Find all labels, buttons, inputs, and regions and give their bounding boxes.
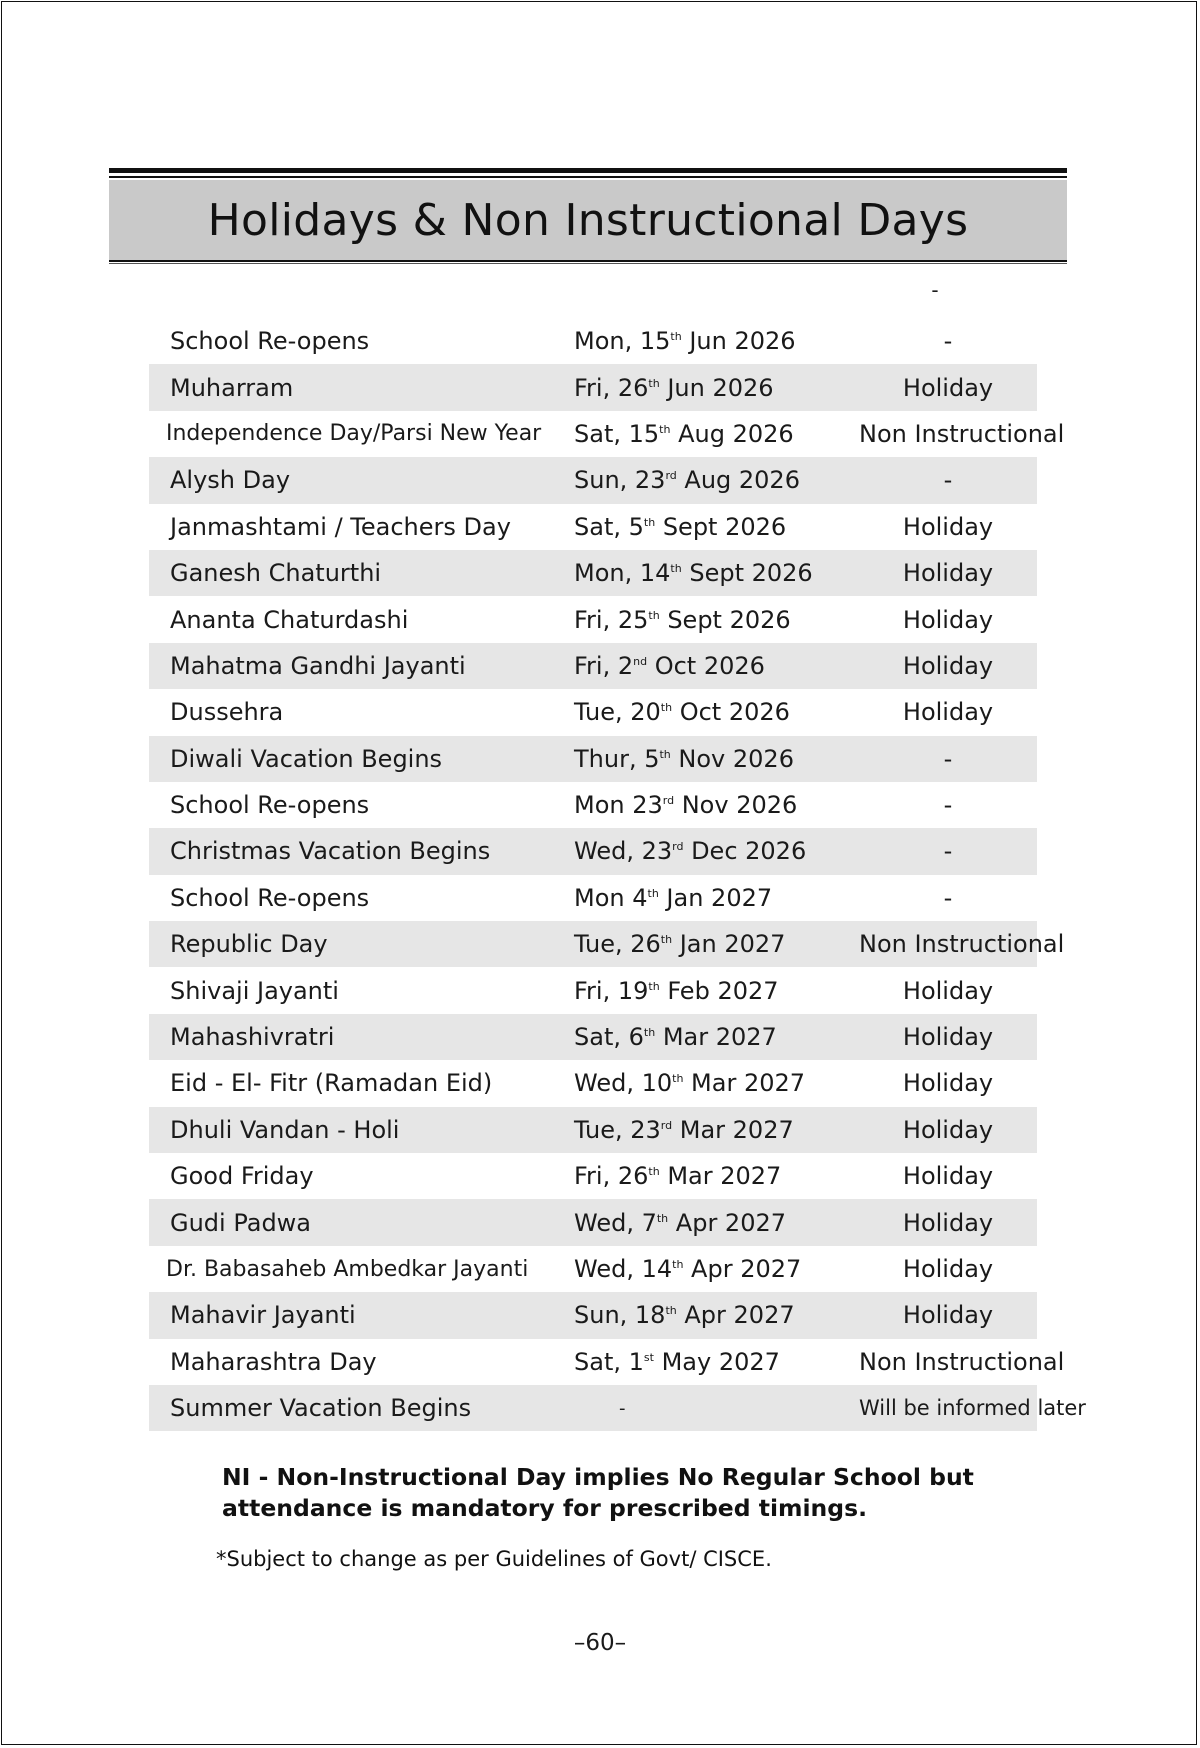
date-day: Fri, 2 <box>574 651 634 680</box>
date-ordinal-suffix: th <box>670 562 682 576</box>
date-month-year: Oct 2026 <box>672 698 790 727</box>
event-name: Alysh Day <box>170 466 291 495</box>
event-date <box>569 466 859 494</box>
table-row <box>149 1246 1037 1292</box>
date-month-year: Sept 2026 <box>655 512 787 541</box>
page-number: –60– <box>573 1630 627 1656</box>
event-date <box>569 1348 859 1376</box>
event-date <box>569 791 859 819</box>
date-day: Wed, 23 <box>574 837 673 866</box>
table-row <box>149 457 1037 503</box>
day-type: Holiday <box>902 698 994 727</box>
event-date <box>569 559 859 587</box>
table-row <box>149 1199 1037 1245</box>
date-month-year: Mar 2027 <box>672 1115 794 1144</box>
day-type: - <box>943 791 953 820</box>
event-name: Janmashtami / Teachers Day <box>170 512 511 541</box>
event-date <box>569 1397 859 1419</box>
date-month-year: Mar 2027 <box>659 1162 782 1191</box>
date-ordinal-suffix: th <box>643 1026 656 1040</box>
table-row <box>149 1060 1037 1106</box>
event-name: School Re-opens <box>170 883 370 912</box>
date-month-year: Nov 2026 <box>674 791 798 820</box>
table-row <box>149 411 1065 457</box>
day-type: Holiday <box>902 1115 994 1144</box>
date-ordinal-suffix: th <box>647 886 659 900</box>
table-row <box>149 1385 1086 1431</box>
date-ordinal-suffix: th <box>660 933 673 947</box>
event-name: Mahavir Jayanti <box>170 1301 356 1330</box>
table-row <box>149 1339 1065 1385</box>
date-ordinal-suffix: rd <box>660 1118 673 1132</box>
date-ordinal-suffix: st <box>643 1350 654 1364</box>
event-name: Dussehra <box>170 698 284 727</box>
date-month-year: Jun 2026 <box>659 373 774 402</box>
table-row <box>149 782 1037 828</box>
header-band <box>109 180 1067 260</box>
event-name: Mahashivratri <box>170 1023 335 1052</box>
event-date <box>569 977 859 1005</box>
ni-note-line-1: NI - Non-Instructional Day implies No Regular School but <box>222 1463 974 1491</box>
table-row <box>149 504 1037 550</box>
event-date <box>569 1162 859 1190</box>
event-date <box>569 745 859 773</box>
date-ordinal-suffix: th <box>660 701 673 715</box>
date-month-year: Mar 2027 <box>655 1023 777 1052</box>
day-type: Non Instructional <box>859 1347 1065 1376</box>
event-date <box>569 1069 859 1097</box>
day-type: Holiday <box>902 651 994 680</box>
date-day: Tue, 26 <box>574 930 661 959</box>
event-name: Ganesh Chaturthi <box>170 559 382 588</box>
date-day: Tue, 20 <box>574 698 661 727</box>
table-row <box>149 828 1037 874</box>
date-month-year: Aug 2026 <box>670 419 794 448</box>
date-ordinal-suffix: th <box>648 608 660 622</box>
event-date <box>569 1116 859 1144</box>
event-name: Muharram <box>170 373 294 402</box>
date-day: Sat, 5 <box>574 512 644 541</box>
date-ordinal-suffix: th <box>648 979 660 993</box>
date-ordinal-suffix: th <box>659 422 671 436</box>
date-month-year: Apr 2027 <box>668 1208 787 1237</box>
day-type: Holiday <box>902 512 994 541</box>
date-ordinal-suffix: th <box>659 747 671 761</box>
date-day: Mon 4 <box>574 883 648 912</box>
lead-dash: - <box>931 278 939 302</box>
day-type: Non Instructional <box>859 930 1065 959</box>
date-month-year: Apr 2027 <box>683 1255 802 1283</box>
date-day: Fri, 26 <box>574 1162 649 1191</box>
event-name: Good Friday <box>170 1162 314 1191</box>
date-ordinal-suffix: th <box>670 330 682 344</box>
event-date <box>569 374 859 402</box>
date-month-year: Oct 2026 <box>647 651 765 680</box>
ni-note <box>222 1462 1002 1524</box>
date-day: Mon, 14 <box>574 559 671 588</box>
event-name: Gudi Padwa <box>170 1208 312 1237</box>
page-title: Holidays & Non Instructional Days <box>207 194 969 246</box>
date-ordinal-suffix: th <box>672 1072 684 1086</box>
event-date <box>569 1255 859 1283</box>
holiday-table <box>149 318 1086 1431</box>
day-type: Non Instructional <box>859 419 1065 448</box>
event-date <box>569 420 859 448</box>
date-day: Sun, 23 <box>574 466 666 495</box>
date-month-year: Sept 2026 <box>681 559 813 588</box>
event-name: Dr. Babasaheb Ambedkar Jayanti <box>166 1256 529 1282</box>
date-month-year: Apr 2027 <box>676 1301 795 1330</box>
event-date <box>569 930 859 958</box>
table-row <box>149 967 1037 1013</box>
event-date <box>569 884 859 912</box>
event-date <box>569 1209 859 1237</box>
day-type: - <box>943 883 953 912</box>
date-day: Sat, 1 <box>574 1347 644 1376</box>
date-month-year: May 2027 <box>653 1347 780 1376</box>
table-row <box>149 550 1037 596</box>
event-date <box>569 513 859 541</box>
date-ordinal-suffix: rd <box>662 794 675 808</box>
event-name: Christmas Vacation Begins <box>170 837 491 866</box>
date-day: Wed, 14 <box>574 1255 673 1283</box>
event-name: Maharashtra Day <box>170 1347 377 1376</box>
day-type: Holiday <box>902 605 994 634</box>
header-rule-top <box>109 168 1067 173</box>
date-day: Sat, 6 <box>574 1023 644 1052</box>
date-day: Fri, 26 <box>574 373 649 402</box>
event-date <box>569 652 859 680</box>
event-date <box>569 1023 859 1051</box>
event-date <box>569 1301 859 1329</box>
date-day: Fri, 19 <box>574 976 649 1005</box>
date-month-year: Nov 2026 <box>670 744 794 773</box>
subject-to-change-note: *Subject to change as per Guidelines of Govt/ CISCE. <box>216 1547 772 1571</box>
event-date <box>569 606 859 634</box>
date-month-year: Feb 2027 <box>659 976 779 1005</box>
table-row <box>149 689 1037 735</box>
date-month-year: Jan 2027 <box>672 930 786 959</box>
day-type: Holiday <box>902 976 994 1005</box>
day-type: - <box>943 327 953 356</box>
day-type: - <box>943 837 953 866</box>
day-type: Holiday <box>902 1255 994 1283</box>
date-day: Wed, 10 <box>574 1069 673 1098</box>
day-type: Holiday <box>902 1301 994 1330</box>
day-type: Holiday <box>902 559 994 588</box>
day-type: Holiday <box>902 373 994 402</box>
table-row <box>149 1107 1037 1153</box>
table-row <box>149 596 1037 642</box>
table-row <box>149 318 1037 364</box>
day-type: Holiday <box>902 1023 994 1052</box>
day-type: - <box>943 744 953 773</box>
event-name: Diwali Vacation Begins <box>170 744 443 773</box>
table-row <box>149 364 1037 410</box>
date-ordinal-suffix: rd <box>672 840 684 854</box>
event-name: Independence Day/Parsi New Year <box>166 421 542 447</box>
event-name: Shivaji Jayanti <box>170 976 339 1005</box>
event-date <box>569 837 859 865</box>
table-row <box>149 736 1037 782</box>
date-ordinal-suffix: th <box>665 1304 677 1318</box>
date-day: Sat, 15 <box>574 419 660 448</box>
date-ordinal-suffix: th <box>672 1258 684 1271</box>
event-name: School Re-opens <box>170 327 370 356</box>
date-day: Thur, 5 <box>574 744 660 773</box>
date-ordinal-suffix: th <box>656 1211 669 1225</box>
date-month-year: Jan 2027 <box>658 883 773 912</box>
event-name: Mahatma Gandhi Jayanti <box>170 651 466 680</box>
table-row <box>149 1014 1037 1060</box>
date-day: Mon, 15 <box>574 327 671 356</box>
table-row <box>149 875 1037 921</box>
date-month-year: Mar 2027 <box>683 1069 806 1098</box>
date-day: Mon 23 <box>574 791 663 820</box>
date-ordinal-suffix: th <box>643 515 656 529</box>
date-day: Fri, 25 <box>574 605 649 634</box>
day-type: Holiday <box>902 1162 994 1191</box>
date-day: Wed, 7 <box>574 1208 657 1237</box>
date-day: - <box>619 1398 626 1420</box>
date-day: Tue, 23 <box>574 1115 661 1144</box>
table-row <box>149 1153 1037 1199</box>
header-rule-bottom <box>109 260 1067 262</box>
day-type: Holiday <box>902 1069 994 1098</box>
date-ordinal-suffix: th <box>648 376 660 390</box>
date-month-year: Sept 2026 <box>659 605 791 634</box>
day-type: - <box>943 466 953 495</box>
table-row <box>149 1292 1037 1338</box>
table-row <box>149 921 1065 967</box>
date-month-year: Jun 2026 <box>681 327 796 356</box>
event-name: Dhuli Vandan - Holi <box>170 1115 400 1144</box>
event-name: Summer Vacation Begins <box>170 1394 472 1423</box>
date-day: Sun, 18 <box>574 1301 666 1330</box>
header-rule-bottom-thin <box>109 263 1067 264</box>
table-row <box>149 643 1037 689</box>
event-date <box>569 698 859 726</box>
date-ordinal-suffix: th <box>648 1165 660 1179</box>
date-month-year: Dec 2026 <box>683 837 807 866</box>
event-name: Ananta Chaturdashi <box>170 605 409 634</box>
date-month-year: Aug 2026 <box>676 466 800 495</box>
date-ordinal-suffix: nd <box>633 654 648 668</box>
header-rule-top-thin <box>109 176 1067 178</box>
event-name: Republic Day <box>170 930 328 959</box>
event-name: Eid - El- Fitr (Ramadan Eid) <box>170 1069 493 1098</box>
event-date <box>569 327 859 355</box>
event-name: School Re-opens <box>170 791 370 820</box>
ni-note-line-2: attendance is mandatory for prescribed timings. <box>222 1494 868 1522</box>
day-type: Will be informed later <box>859 1396 1086 1421</box>
date-ordinal-suffix: rd <box>665 469 677 483</box>
day-type: Holiday <box>902 1208 994 1237</box>
